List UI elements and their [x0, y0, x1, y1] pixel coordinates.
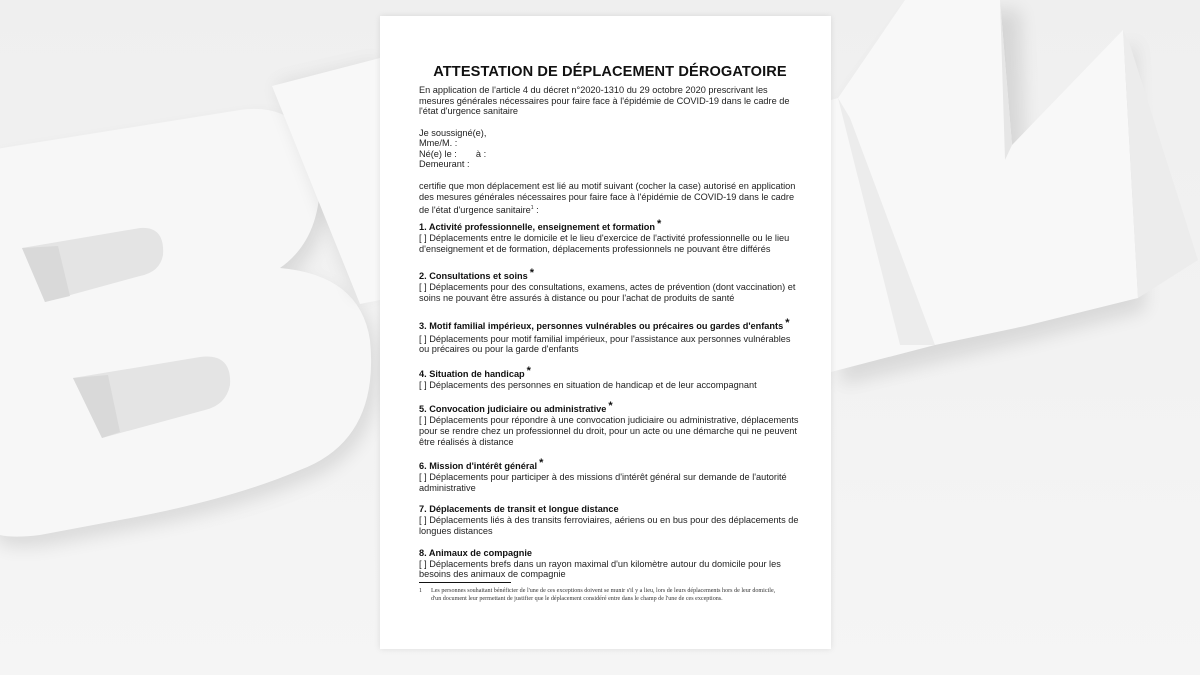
- asterisk-mark: *: [529, 267, 535, 280]
- motif-heading-text: 2. Consultations et soins: [419, 271, 528, 282]
- motif-text: Déplacements pour des consultations, examens, actes de prévention (dont vaccination) et soins ne pouvant être assurés à distance ou pour l'achat de produits de santé: [419, 282, 796, 303]
- motif-heading-text: 8. Animaux de compagnie: [419, 547, 532, 558]
- motif-section: [419, 366, 801, 391]
- motif-text: Déplacements pour motif familial impérieux, pour l'assistance aux personnes vulnérables ou précaires ou pour la garde d'enfants: [419, 333, 791, 355]
- motif-heading: [419, 504, 801, 515]
- asterisk-mark: *: [539, 457, 544, 470]
- name-field-label: Mme/M. :: [419, 138, 458, 149]
- document-title: ATTESTATION DE DÉPLACEMENT DÉROGATOIRE: [433, 64, 787, 80]
- motif-heading: [419, 458, 801, 472]
- motif-checkbox[interactable]: [ ]: [419, 558, 427, 569]
- motif-text: Déplacements pour répondre à une convocation judiciaire ou administrative, déplacements pour se rendre chez un professionnel du droit, pour un acte ou une démarche qui ne peuvent être réalisés à distance: [419, 415, 799, 447]
- motif-section: [419, 548, 801, 580]
- motif-heading-text: 7. Déplacements de transit et longue distance: [419, 504, 619, 515]
- motif-text: Déplacements liés à des transits ferroviaires, aériens ou en bus pour des déplacements de longues distances: [419, 515, 799, 536]
- motif-heading: [419, 315, 801, 334]
- motif-heading: [419, 366, 801, 380]
- intro-paragraph: En application de l'article 4 du décret n°2020-1310 du 29 octobre 2020 prescrivant les mesures générales nécessaires pour faire face à l'épidémie de COVID-19 dans le cadre de l'état d'urgence sanitaire: [419, 85, 790, 117]
- address-field-label: Demeurant :: [419, 159, 470, 169]
- birth-line: [419, 149, 801, 159]
- motif-description: [419, 334, 801, 355]
- footnote-divider: [419, 582, 511, 584]
- motif-heading: [419, 548, 801, 559]
- motif-checkbox[interactable]: [ ]: [419, 333, 427, 344]
- certify-text: certifie que mon déplacement est lié au motif suivant (cocher la case) autorisé en application des mesures générales nécessaires pour faire face à l'épidémie de COVID-19 dans le cadre de l'état d'urgence sanitaire: [419, 181, 796, 215]
- motif-description: [419, 282, 801, 303]
- motif-description: [419, 515, 801, 536]
- motif-description: [419, 415, 801, 447]
- motif-checkbox[interactable]: [ ]: [419, 282, 427, 293]
- motif-text: Déplacements brefs dans un rayon maximal d'un kilomètre autour du domicile pour les besoins des animaux de compagnie: [419, 558, 781, 580]
- motif-heading-text: 1. Activité professionnelle, enseignement et formation: [419, 222, 656, 233]
- footnote-number: 1: [419, 588, 423, 595]
- birth-date-label: Né(e) le :: [419, 148, 457, 159]
- motif-text: Déplacements entre le domicile et le lieu d'exercice de l'activité professionnelle ou le lieu d'enseignement et de formation, déplacements professionnels ne pouvant être différés: [419, 233, 790, 254]
- motif-checkbox[interactable]: [ ]: [419, 415, 427, 426]
- motif-heading-text: 3. Motif familial impérieux, personnes vulnérables ou précaires ou gardes d'enfants: [419, 320, 784, 331]
- undersigned-label: Je soussigné(e),: [419, 127, 487, 138]
- motif-section: [419, 268, 801, 303]
- motif-heading: [419, 219, 801, 233]
- asterisk-mark: *: [785, 316, 790, 329]
- certify-paragraph: [419, 181, 801, 215]
- asterisk-mark: *: [657, 218, 662, 231]
- footnote: [419, 588, 801, 603]
- birth-place-label: à :: [475, 148, 487, 159]
- motif-heading-text: 6. Mission d'intérêt général: [419, 461, 538, 472]
- motif-checkbox[interactable]: [ ]: [419, 515, 427, 526]
- motif-text: Déplacements des personnes en situation de handicap et de leur accompagnant: [429, 379, 757, 390]
- motif-description: [419, 472, 801, 493]
- motif-checkbox[interactable]: [ ]: [419, 379, 427, 390]
- motif-description: [419, 233, 801, 254]
- motif-section: [419, 219, 801, 254]
- footnote-reference: 1: [530, 204, 534, 211]
- motif-heading: [419, 401, 801, 415]
- motif-section: [419, 401, 801, 447]
- motif-heading: [419, 268, 801, 282]
- motif-sections: [419, 219, 801, 580]
- motif-heading-text: 4. Situation de handicap: [419, 368, 525, 379]
- identity-block: [419, 128, 801, 170]
- motif-section: [419, 315, 801, 355]
- motif-section: [419, 504, 801, 536]
- certify-suffix: :: [533, 204, 539, 215]
- motif-description: [419, 380, 801, 391]
- motif-checkbox[interactable]: [ ]: [419, 233, 427, 244]
- asterisk-mark: *: [608, 400, 613, 413]
- motif-checkbox[interactable]: [ ]: [419, 472, 427, 483]
- motif-heading-text: 5. Convocation judiciaire ou administrative: [419, 404, 607, 415]
- footnote-text: Les personnes souhaitant bénéficier de l'une de ces exceptions doivent se munir s'il y a lieu, lors de leurs déplacements hors de leur domicile, d'un document leur permettant de justifier que le déplacement considéré entre dans le champ de l'une de ces exceptions.: [431, 588, 776, 602]
- asterisk-mark: *: [526, 364, 531, 377]
- motif-description: [419, 559, 801, 580]
- motif-section: [419, 458, 801, 493]
- motif-text: Déplacements pour participer à des missions d'intérêt général sur demande de l'autorité administrative: [419, 472, 787, 493]
- attestation-document-page: [380, 16, 831, 649]
